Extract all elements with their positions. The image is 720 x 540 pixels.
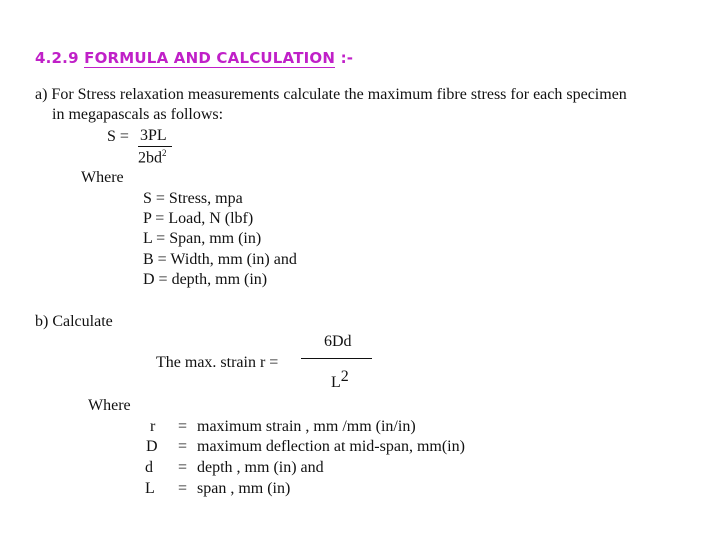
definition-sym-deflection: D — [146, 438, 158, 455]
strain-formula-numerator: 6Dd — [324, 333, 352, 350]
stress-formula-denominator: $2bd^2$ — [138, 148, 167, 167]
definition-sym-strain: r — [150, 418, 156, 435]
stress-formula-lhs: S = — [107, 128, 129, 145]
part-b-intro: b) Calculate — [35, 313, 113, 330]
part-a-intro-cont: in megapascals as follows: — [52, 106, 224, 123]
part-a-where: Where — [81, 169, 124, 186]
section-number: 4.2.9 — [35, 49, 79, 67]
definition-stress: S = Stress, mpa — [143, 190, 243, 207]
definition-eq-strain: = — [178, 418, 188, 435]
strain-formula-lhs: The max. strain r = — [156, 354, 279, 371]
definition-sym-depth: d — [145, 459, 153, 476]
part-b-where: Where — [88, 397, 131, 414]
definition-load: P = Load, N (lbf) — [143, 210, 254, 227]
definition-text-span: span , mm (in) — [197, 480, 291, 497]
definition-depth: D = depth, mm (in) — [143, 271, 268, 288]
definition-text-deflection: maximum deflection at mid-span, mm(in) — [197, 438, 465, 455]
definition-eq-deflection: = — [178, 438, 188, 455]
definition-text-strain: maximum strain , mm /mm (in/in) — [197, 418, 416, 435]
part-a-intro: a) For Stress relaxation measurements calculate the maximum fibre stress for each specimen — [35, 86, 627, 103]
definition-sym-span: L — [145, 480, 155, 497]
section-title: FORMULA AND CALCULATION — [84, 49, 336, 67]
definition-width: B = Width, mm (in) and — [143, 251, 297, 268]
section-heading — [35, 49, 353, 67]
definition-span: L = Span, mm (in) — [143, 230, 262, 247]
definition-eq-span: = — [178, 480, 188, 497]
strain-formula-denominator: L2 — [331, 368, 349, 391]
strain-fraction-bar — [301, 358, 372, 359]
stress-fraction-bar — [138, 146, 172, 147]
definition-eq-depth: = — [178, 459, 188, 476]
stress-formula-numerator: 3PL — [140, 127, 167, 144]
definition-text-depth: depth , mm (in) and — [197, 459, 324, 476]
section-suffix: :- — [340, 49, 354, 67]
